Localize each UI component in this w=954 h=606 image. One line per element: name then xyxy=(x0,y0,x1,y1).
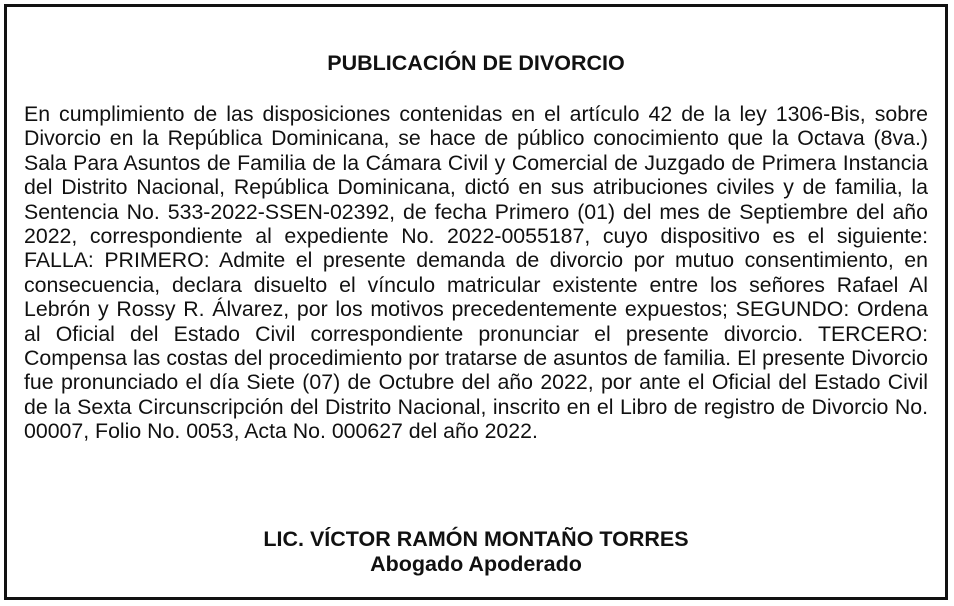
legal-notice-box xyxy=(4,4,948,600)
signatory-name: LIC. VÍCTOR RAMÓN MONTAÑO TORRES xyxy=(263,527,689,551)
notice-title: PUBLICACIÓN DE DIVORCIO xyxy=(327,51,625,75)
signatory-role: Abogado Apoderado xyxy=(370,552,582,576)
notice-body: En cumplimiento de las disposiciones contenidas en el artículo 42 de la ley 1306-Bis, sobre Divorcio en la República Dominicana, se hace de público conocimiento que la Octava (8va.) Sala Para Asuntos de Familia de la Cámara Civil y Comercial de Juzgado de Primera Instancia del Distrito Nacional, República Dominicana, dictó en sus atribuciones civiles y de familia, la Sentencia No. 533-2022-SSEN-02392, de fecha Primero (01) del mes de Septiembre del año 2022, correspondiente al expediente No. 2022-0055187, cuyo dispositivo es el siguiente: FALLA: PRIMERO: Admite el presente demanda de divorcio por mutuo consentimiento, en consecuencia, declara disuelto el vínculo matricular existente entre los señores Rafael Al Lebrón y Rossy R. Álvarez, por los motivos precedentemente expuestos; SEGUNDO: Ordena al Oficial del Estado Civil correspondiente pronunciar el presente divorcio. TERCERO: Compensa las costas del procedimiento por tratarse de asuntos de familia. El presente Divorcio fue pronunciado el día Siete (07) de Octubre del año 2022, por ante el Oficial del Estado Civil de la Sexta Circunscripción del Distrito Nacional, inscrito en el Libro de registro de Divorcio No. 00007, Folio No. 0053, Acta No. 000627 del año 2022. xyxy=(24,102,928,444)
signature-block xyxy=(7,527,945,577)
